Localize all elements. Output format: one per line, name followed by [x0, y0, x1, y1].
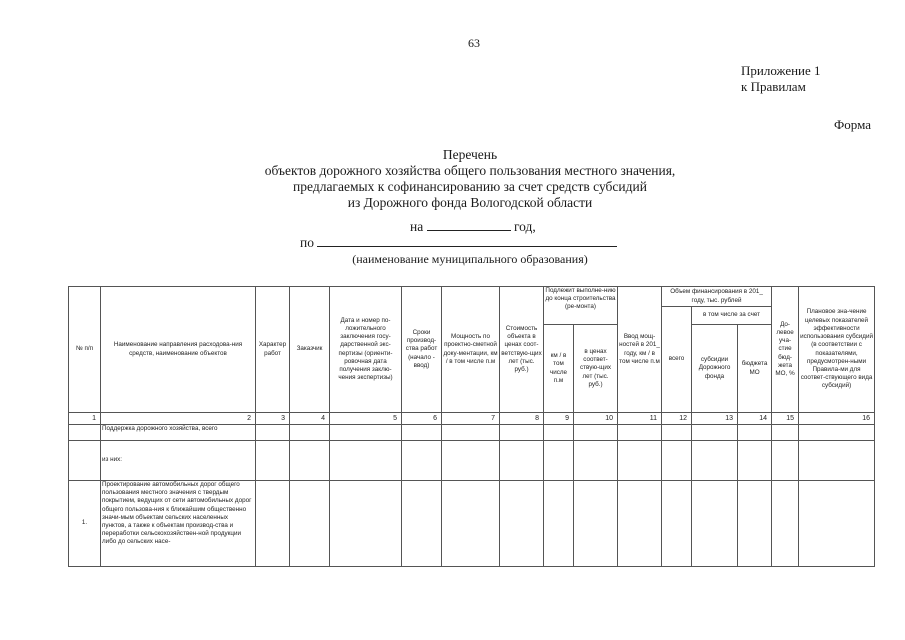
header-mo-budget: бюджета МО	[738, 325, 772, 413]
header-remaining-group: Подлежит выполне-нию до конца строительства (ре-монта)	[544, 287, 618, 325]
row-name: из них:	[101, 441, 256, 481]
title-line-2: объектов дорожного хозяйства общего пользования местного значения,	[264, 163, 676, 178]
document-title	[150, 147, 790, 211]
header-name: Наименование направления расходова-ния средств, наименование объектов	[101, 287, 256, 413]
form-label: Форма	[834, 117, 871, 132]
row-number: 1.	[69, 481, 101, 567]
table-row	[69, 441, 875, 481]
appendix-line-2: к Правилам	[741, 79, 806, 94]
column-number: 14	[738, 413, 772, 425]
year-prefix: на	[410, 219, 424, 234]
column-number: 10	[574, 413, 618, 425]
page-number: 63	[468, 36, 480, 50]
column-number: 12	[662, 413, 692, 425]
table-row	[69, 425, 875, 441]
header-capacity: Мощность по проектно-сметной доку-ментации, км / в том числе п.м	[442, 287, 500, 413]
header-work-type: Характер работ	[256, 287, 290, 413]
municipality-prefix: по	[300, 235, 314, 250]
header-expertise: Дата и номер по-ложительного заключения госу-дарственной экс-пертизы (ориенти-ровочная дата получения заклю-чения экспертизы)	[330, 287, 402, 413]
row-name: Проектирование автомобильных дорог общего пользования местного значения с твердым покрытием, ведущих от сети автомобильных дорог общего пользова-ния к ближайшим общественно значи-мым объектам сельских населенных пунктов, а также к объектам производ-ства и переработки сельскохозяйствен-ной продукции либо до сельских насе-	[101, 481, 256, 567]
table-row	[69, 481, 875, 567]
title-line-3: предлагаемых к софинансированию за счет средств субсидий	[293, 179, 647, 194]
municipality-caption: (наименование муниципального образования)	[352, 252, 588, 266]
header-terms: Сроки производ-ства работ (начало - ввод)	[402, 287, 442, 413]
header-customer: Заказчик	[290, 287, 330, 413]
column-number: 3	[256, 413, 290, 425]
column-number: 15	[772, 413, 799, 425]
header-remaining-km: км / в том числе п.м	[544, 325, 574, 413]
objects-table	[68, 286, 875, 567]
header-indicators: Плановое зна-чение целевых показателей эффективности использования субсидий (в соответствии с показателями, предусмотрен-ными Правила-ми для соответ-ствующего вида субсидий)	[799, 287, 875, 413]
column-number: 5	[330, 413, 402, 425]
column-number: 13	[692, 413, 738, 425]
header-commissioning: Ввод мощ-ностей в 201_ году, км / в том числе п.м	[618, 287, 662, 413]
year-line	[410, 218, 536, 235]
title-line-1: Перечень	[442, 147, 498, 162]
header-remaining-cost: в ценах соответ-ствую-щих лет (тыс. руб.)	[574, 325, 618, 413]
header-num: № п/п	[69, 287, 101, 413]
appendix-label	[741, 63, 821, 95]
header-including-group: в том числе за счет	[692, 307, 772, 325]
header-share: До-левое уча-стие бюд-жета МО, %	[772, 287, 799, 413]
column-number: 2	[101, 413, 256, 425]
appendix-line-1: Приложение 1	[741, 63, 821, 78]
column-number: 1	[69, 413, 101, 425]
column-number: 8	[500, 413, 544, 425]
header-funding-total: всего	[662, 307, 692, 413]
year-blank	[427, 218, 511, 231]
column-number: 11	[618, 413, 662, 425]
header-subsidy: субсидии Дорожного фонда	[692, 325, 738, 413]
title-line-4: из Дорожного фонда Вологодской области	[347, 195, 593, 210]
column-number: 16	[799, 413, 875, 425]
municipality-blank	[317, 234, 617, 247]
column-number: 7	[442, 413, 500, 425]
column-number: 4	[290, 413, 330, 425]
row-number	[69, 425, 101, 441]
municipality-line	[300, 234, 617, 251]
year-suffix: год,	[513, 219, 536, 234]
column-number: 6	[402, 413, 442, 425]
row-number	[69, 441, 101, 481]
header-cost: Стоимость объекта в ценах соот-ветствую-щих лет (тыс. руб.)	[500, 287, 544, 413]
column-numbers-row	[69, 413, 875, 425]
row-name: Поддержка дорожного хозяйства, всего	[101, 425, 256, 441]
header-funding-group: Объем финансирования в 201_ году, тыс. рублей	[662, 287, 772, 307]
column-number: 9	[544, 413, 574, 425]
